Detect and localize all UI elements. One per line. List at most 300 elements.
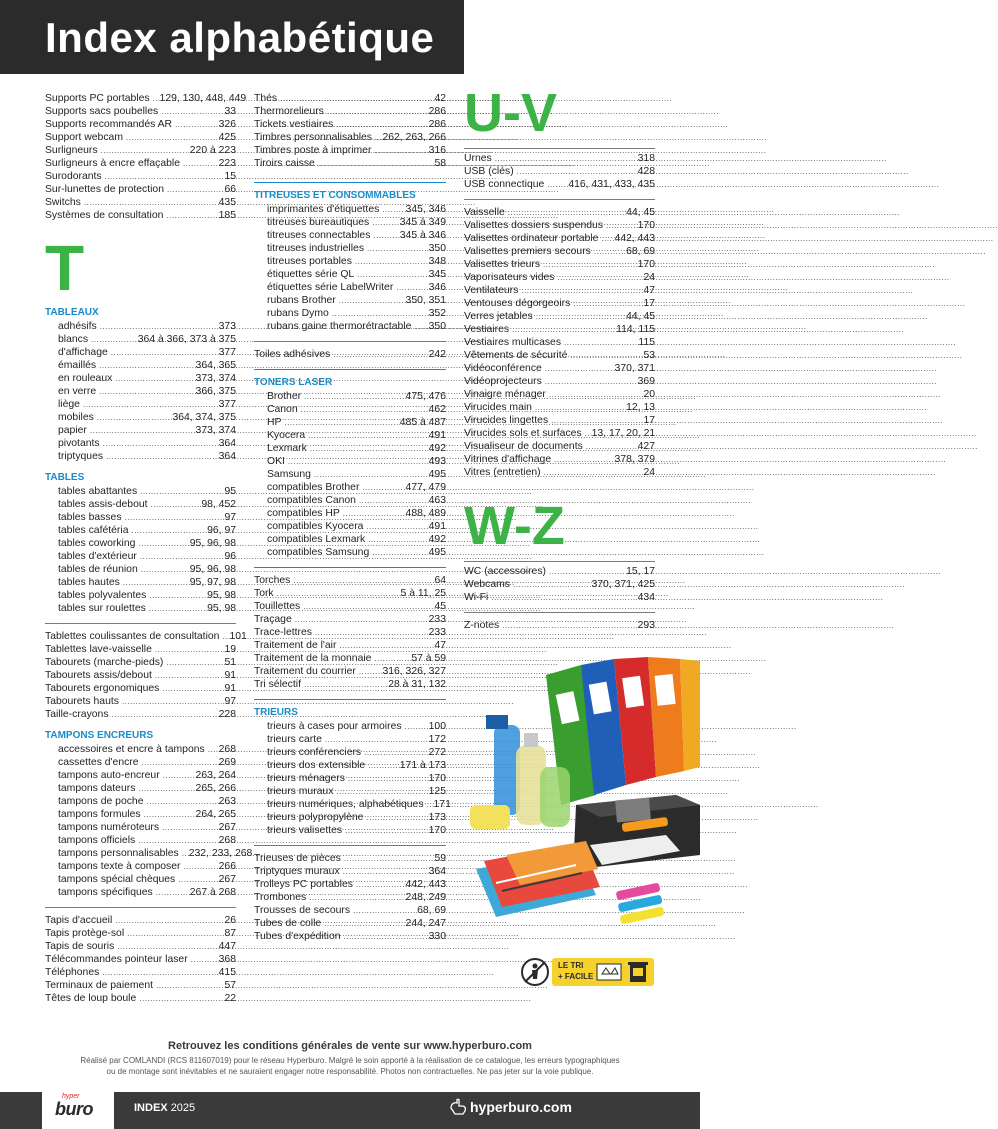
entry-label: pivotants <box>58 438 100 449</box>
entry-label: Vitrines d'affichage <box>464 454 552 465</box>
printer <box>574 795 700 867</box>
index-entry <box>45 511 236 524</box>
category-tampons: TAMPONS ENCREURS <box>45 730 154 741</box>
entry-pages: 495 <box>428 469 446 480</box>
entry-pages: 17 <box>643 415 655 426</box>
divider <box>254 369 446 370</box>
entry-pages: 51 <box>224 657 236 668</box>
index-entry <box>254 917 446 930</box>
index-entry <box>464 165 655 178</box>
dot-leader <box>368 759 397 772</box>
entry-label: Traitement du courrier <box>254 666 356 677</box>
index-entry <box>254 229 446 242</box>
page-title: Index alphabétique <box>45 14 435 61</box>
entry-label: Tabourets assis/debout <box>45 670 152 681</box>
entry-label: tampons spécial chèques <box>58 874 176 885</box>
index-entry <box>45 450 236 463</box>
entry-pages: 95, 98 <box>207 603 236 614</box>
entry-pages: 45 <box>434 601 446 612</box>
entry-pages: 286 <box>428 106 446 117</box>
index-entry <box>45 144 236 157</box>
index-entry <box>45 602 236 615</box>
index-entry <box>464 323 655 336</box>
dot-leader <box>344 852 432 865</box>
index-entry <box>254 759 446 772</box>
index-entry <box>45 953 236 966</box>
entry-label: tampons auto-encreur <box>58 770 160 781</box>
entry-label: Virucides main <box>464 402 532 413</box>
entry-label: Surligneurs <box>45 145 98 156</box>
entry-pages: 24 <box>643 467 655 478</box>
entry-list <box>45 92 247 222</box>
entry-pages: 262, 263, 266 <box>382 132 446 143</box>
entry-label: compatibles Canon <box>267 495 356 506</box>
dot-leader <box>99 359 192 372</box>
index-entry <box>45 821 236 834</box>
dot-leader <box>343 865 426 878</box>
entry-label: Taille-crayons <box>45 709 109 720</box>
entry-pages: 20 <box>643 389 655 400</box>
index-entry <box>45 695 236 708</box>
entry-label: USB (clés) <box>464 166 514 177</box>
entry-pages: 350, 351 <box>405 295 446 306</box>
entry-pages: 428 <box>637 166 655 177</box>
entry-pages: 228 <box>218 709 236 720</box>
entry-pages: 125 <box>428 786 446 797</box>
divider <box>254 699 446 700</box>
entry-pages: 96 <box>224 551 236 562</box>
entry-label: tables sur roulettes <box>58 603 146 614</box>
dot-leader <box>359 665 380 678</box>
dot-leader <box>310 442 426 455</box>
entry-label: d'affichage <box>58 347 108 358</box>
index-entry <box>254 785 446 798</box>
entry-label: triptyques <box>58 451 104 462</box>
index-entry <box>254 416 446 429</box>
dot-leader <box>362 481 402 494</box>
index-entry <box>464 440 655 453</box>
index-entry <box>254 118 446 131</box>
entry-label: Tapis de souris <box>45 941 115 952</box>
entry-pages: 491 <box>428 430 446 441</box>
entry-pages: 442, 443 <box>405 879 446 890</box>
entry-label: Traitement de l'air <box>254 640 337 651</box>
entry-label: tampons formules <box>58 809 141 820</box>
category-trieurs: TRIEURS <box>254 707 298 718</box>
entry-label: Téléphones <box>45 967 100 978</box>
index-entry <box>45 498 236 511</box>
entry-pages: 318 <box>637 153 655 164</box>
dot-leader <box>90 424 193 437</box>
entry-list <box>464 619 655 632</box>
index-entry <box>464 466 655 479</box>
entry-pages: 368 <box>218 954 236 965</box>
dot-leader <box>103 437 216 450</box>
entry-label: Tabourets hauts <box>45 696 119 707</box>
entry-label: Supports sacs poubelles <box>45 106 159 117</box>
index-entry <box>464 619 655 632</box>
entry-list <box>464 206 655 479</box>
dot-leader <box>606 219 635 232</box>
office-products-photo <box>466 655 700 927</box>
entry-pages: 172 <box>428 734 446 745</box>
dot-leader <box>427 798 431 811</box>
tri-badge <box>552 958 654 986</box>
index-entry <box>45 196 236 209</box>
dot-leader <box>149 589 204 602</box>
index-entry <box>45 656 236 669</box>
entry-label: Trace-lettres <box>254 627 312 638</box>
dot-leader <box>280 92 431 105</box>
index-entry <box>254 746 446 759</box>
index-entry <box>254 203 446 216</box>
entry-label: Tork <box>254 588 274 599</box>
entry-pages: 267 <box>218 874 236 885</box>
entry-pages: 364 <box>428 866 446 877</box>
entry-pages: 316 <box>428 145 446 156</box>
entry-pages: 269 <box>218 757 236 768</box>
entry-pages: 19 <box>224 644 236 655</box>
index-entry <box>464 258 655 271</box>
entry-pages: 434 <box>637 592 655 603</box>
index-entry <box>254 811 446 824</box>
index-entry <box>45 183 236 196</box>
index-entry <box>45 563 236 576</box>
dot-leader <box>375 131 379 144</box>
entry-pages: 435 <box>218 197 236 208</box>
index-entry <box>254 533 446 546</box>
entry-pages: 492 <box>428 443 446 454</box>
dot-leader <box>208 743 216 756</box>
entry-pages: 491 <box>428 521 446 532</box>
entry-pages: 44, 45 <box>626 311 655 322</box>
entry-pages: 87 <box>224 928 236 939</box>
index-entry <box>254 733 446 746</box>
entry-label: tampons texte à composer <box>58 861 181 872</box>
entry-label: Support webcam <box>45 132 123 143</box>
entry-pages: 242 <box>428 349 446 360</box>
dot-leader <box>353 904 414 917</box>
index-entry <box>45 118 236 131</box>
entry-pages: 477, 479 <box>405 482 446 493</box>
entry-label: Tickets vestiaires <box>254 119 334 130</box>
entry-label: tables assis-debout <box>58 499 148 510</box>
index-entry <box>45 131 236 144</box>
recycle-box-icon <box>596 962 622 982</box>
entry-pages: 345 <box>428 269 446 280</box>
entry-label: trieurs valisettes <box>267 825 343 836</box>
index-entry <box>464 152 655 165</box>
entry-pages: 58 <box>434 158 446 169</box>
index-entry <box>254 294 446 307</box>
entry-label: en verre <box>58 386 97 397</box>
index-entry <box>45 914 236 927</box>
entry-pages: 15, 17 <box>626 566 655 577</box>
dot-leader <box>549 388 641 401</box>
index-entry <box>45 105 236 118</box>
entry-pages: 98, 452 <box>201 499 236 510</box>
dot-leader <box>396 281 425 294</box>
dot-leader <box>517 165 635 178</box>
entry-pages: 370, 371, 425 <box>591 579 655 590</box>
entry-label: tampons spécifiques <box>58 887 153 898</box>
entry-label: Thermorelieurs <box>254 106 324 117</box>
index-entry <box>45 424 236 437</box>
dot-leader <box>554 453 611 466</box>
index-entry <box>254 574 446 587</box>
dot-leader <box>183 157 216 170</box>
dot-leader <box>156 979 221 992</box>
index-entry <box>464 388 655 401</box>
index-entry <box>464 297 655 310</box>
entry-pages: 268 <box>218 744 236 755</box>
entry-pages: 233 <box>428 627 446 638</box>
index-entry <box>45 940 236 953</box>
entry-label: Têtes de loup boule <box>45 993 137 1004</box>
index-entry <box>254 720 446 733</box>
dot-leader <box>138 834 215 847</box>
dot-leader <box>544 466 641 479</box>
entry-pages: 223 <box>218 158 236 169</box>
entry-label: Samsung <box>267 469 311 480</box>
dot-leader <box>343 507 403 520</box>
dot-leader <box>508 206 623 219</box>
entry-list <box>254 720 451 837</box>
index-entry <box>254 157 446 170</box>
entry-label: tables d'extérieur <box>58 551 137 562</box>
dot-leader <box>117 940 215 953</box>
index-entry <box>464 578 655 591</box>
dot-leader <box>162 821 216 834</box>
dot-leader <box>144 808 193 821</box>
entry-pages: 350 <box>428 243 446 254</box>
entry-label: Vidéoprojecteurs <box>464 376 542 387</box>
entry-label: étiquettes série QL <box>267 269 355 280</box>
entry-list <box>254 92 446 170</box>
entry-label: mobiles <box>58 412 94 423</box>
entry-pages: 462 <box>428 404 446 415</box>
dot-leader <box>549 565 623 578</box>
entry-label: Canon <box>267 404 298 415</box>
entry-pages: 114, 115 <box>616 324 655 335</box>
dot-leader <box>138 782 192 795</box>
entry-label: titreuses bureautiques <box>267 217 370 228</box>
entry-label: trieurs ménagers <box>267 773 345 784</box>
entry-label: tampons numéroteurs <box>58 822 160 833</box>
entry-pages: 47 <box>643 285 655 296</box>
entry-pages: 97 <box>224 512 236 523</box>
entry-pages: 95, 97, 98 <box>189 577 236 588</box>
dot-leader <box>339 639 431 652</box>
entry-pages: 378, 379 <box>614 454 655 465</box>
dot-leader <box>594 245 623 258</box>
entry-pages: 5 à 11, 25 <box>400 588 446 599</box>
entry-pages: 13, 17, 20, 21 <box>591 428 656 439</box>
entry-label: Tablettes coulissantes de consultation <box>45 631 220 642</box>
dot-leader <box>101 144 187 157</box>
index-entry <box>254 878 446 891</box>
index-entry <box>45 669 236 682</box>
entry-label: étiquettes série LabelWriter <box>267 282 394 293</box>
letter-heading-w-z: W-Z <box>464 496 565 556</box>
index-entry <box>464 565 655 578</box>
dot-leader <box>564 336 635 349</box>
dot-leader <box>112 708 216 721</box>
dot-leader <box>502 619 634 632</box>
entry-pages: 268 <box>218 835 236 846</box>
entry-label: tampons personnalisables <box>58 848 179 859</box>
index-entry <box>45 808 236 821</box>
dot-leader <box>372 216 397 229</box>
entry-label: compatibles Lexmark <box>267 534 366 545</box>
entry-pages: 91 <box>224 670 236 681</box>
dot-leader <box>547 178 565 191</box>
dot-leader <box>333 348 425 361</box>
website-link[interactable]: hyperburo.com <box>470 1099 572 1115</box>
entry-label: accessoires et encre à tampons <box>58 744 205 755</box>
footer-index-label <box>134 1102 195 1114</box>
entry-label: tables de réunion <box>58 564 138 575</box>
dot-leader <box>308 429 426 442</box>
index-column-2 <box>254 92 451 943</box>
dot-leader <box>100 320 216 333</box>
index-entry <box>254 348 446 361</box>
dot-leader <box>166 209 215 222</box>
entry-label: Trombones <box>254 892 307 903</box>
entry-label: Lexmark <box>267 443 307 454</box>
entry-pages: 488, 489 <box>405 508 446 519</box>
index-entry <box>254 455 446 468</box>
entry-pages: 232, 233, 268 <box>188 848 253 859</box>
entry-label: Traçage <box>254 614 292 625</box>
index-entry <box>45 576 236 589</box>
dot-leader <box>105 170 222 183</box>
index-entry <box>254 652 446 665</box>
index-entry <box>464 206 655 219</box>
entry-pages: 267 <box>218 822 236 833</box>
dot-leader <box>573 297 640 310</box>
dot-leader <box>140 550 222 563</box>
index-entry <box>45 209 236 222</box>
entry-label: cassettes d'encre <box>58 757 139 768</box>
index-word: INDEX <box>134 1102 168 1114</box>
dot-leader <box>155 669 222 682</box>
dot-leader <box>366 520 425 533</box>
entry-pages: 366, 375 <box>195 386 236 397</box>
entry-label: Surodorants <box>45 171 102 182</box>
entry-pages: 95, 96, 98 <box>189 538 236 549</box>
entry-pages: 447 <box>218 941 236 952</box>
entry-label: trieurs conférenciers <box>267 747 362 758</box>
entry-label: Triptyques muraux <box>254 866 340 877</box>
entry-pages: 485 à 487 <box>399 417 446 428</box>
entry-label: tables abattantes <box>58 486 138 497</box>
entry-list <box>254 574 446 691</box>
dot-leader <box>83 398 216 411</box>
entry-label: titreuses portables <box>267 256 352 267</box>
entry-pages: 115 <box>638 337 655 348</box>
entry-pages: 416, 431, 433, 435 <box>568 179 655 190</box>
entry-label: Vêtements de sécurité <box>464 350 568 361</box>
index-entry <box>464 401 655 414</box>
entry-label: Supports PC portables <box>45 93 150 104</box>
entry-label: Trousses de secours <box>254 905 351 916</box>
entry-label: trieurs polypropylène <box>267 812 364 823</box>
entry-label: émaillés <box>58 360 97 371</box>
index-entry <box>254 824 446 837</box>
entry-list <box>45 630 247 721</box>
index-entry <box>45 756 236 769</box>
dot-leader <box>336 118 425 131</box>
entry-pages: 100 <box>428 721 446 732</box>
category-tableaux: TABLEAUX <box>45 307 99 318</box>
entry-pages: 171 <box>433 799 451 810</box>
index-entry <box>254 546 446 559</box>
index-entry <box>45 769 236 782</box>
entry-pages: 24 <box>643 272 655 283</box>
entry-pages: 170 <box>637 220 655 231</box>
dot-leader <box>288 455 426 468</box>
index-entry <box>45 927 236 940</box>
index-entry <box>254 494 446 507</box>
dot-leader <box>345 824 426 837</box>
entry-pages: 373, 374 <box>195 373 236 384</box>
dot-leader <box>167 183 221 196</box>
index-entry <box>45 170 236 183</box>
dot-leader <box>162 682 221 695</box>
index-entry <box>254 481 446 494</box>
index-entry <box>45 372 236 385</box>
entry-label: titreuses industrielles <box>267 243 365 254</box>
entry-list <box>45 485 236 615</box>
index-entry <box>45 643 236 656</box>
entry-pages: 101 <box>229 631 247 642</box>
entry-pages: 68, 69 <box>626 246 655 257</box>
index-entry <box>254 904 446 917</box>
entry-list <box>254 203 446 333</box>
entry-label: Brother <box>267 391 302 402</box>
entry-pages: 95, 96, 98 <box>189 564 236 575</box>
entry-pages: 377 <box>218 347 236 358</box>
dot-leader <box>357 268 425 281</box>
entry-pages: 170 <box>637 259 655 270</box>
dot-leader <box>374 144 425 157</box>
entry-pages: 64 <box>434 575 446 586</box>
eco-badges <box>520 957 656 987</box>
index-entry <box>254 507 446 520</box>
dot-leader <box>106 450 216 463</box>
index-entry <box>254 891 446 904</box>
logo-buro: buro <box>55 1099 93 1119</box>
dot-leader <box>364 746 426 759</box>
dot-leader <box>545 362 612 375</box>
entry-label: rubans gaine thermorétractable <box>267 321 412 332</box>
entry-pages: 173 <box>428 812 446 823</box>
divider <box>45 907 236 908</box>
index-entry <box>254 105 446 118</box>
entry-label: Systèmes de consultation <box>45 210 164 221</box>
dot-leader <box>84 196 216 209</box>
recycle-bin-icon <box>626 961 650 983</box>
entry-label: Télécommandes pointeur laser <box>45 954 188 965</box>
index-entry <box>45 385 236 398</box>
entry-label: Valisettes ordinateur portable <box>464 233 599 244</box>
dot-leader <box>91 333 135 346</box>
entry-label: rubans Brother <box>267 295 336 306</box>
dot-leader <box>336 785 425 798</box>
index-entry <box>464 427 655 440</box>
index-entry <box>45 320 236 333</box>
